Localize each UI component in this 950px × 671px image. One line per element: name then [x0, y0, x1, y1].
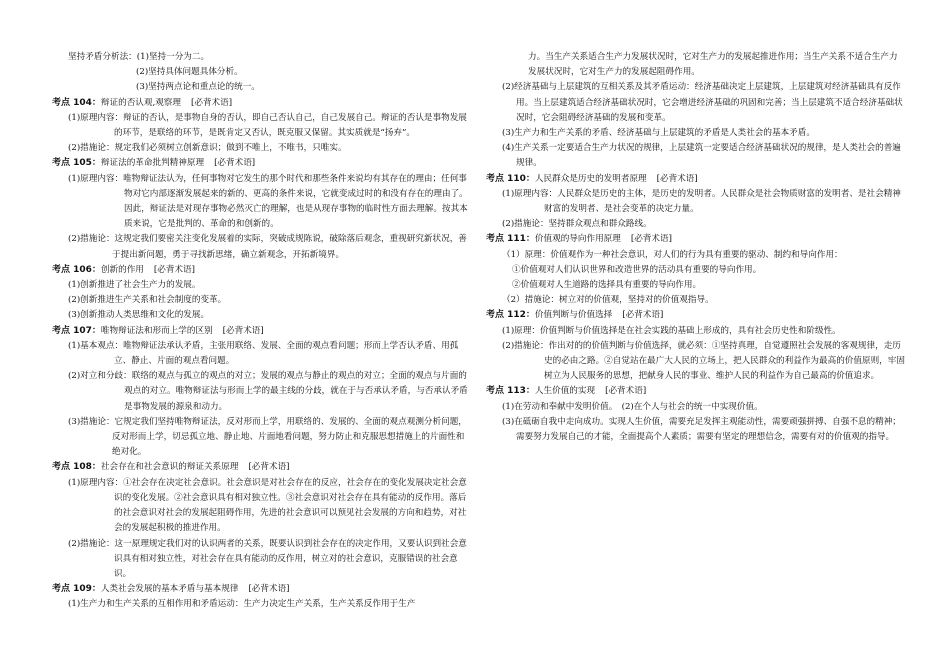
section-label: 考点 109：	[52, 584, 101, 595]
section-heading-105	[52, 156, 470, 171]
paragraph: (2)措施论：作出对的的价值判断与价值选择，就必须：①坚持真理，自觉遵照社会发展的客观规律，走历史的必由之路。②自觉站在最广大人民的立场上，把人民群众的利益作为最高的价值原则，牢固树立为人民服务的思想，把献身人民的事业、维护人民的利益作为自己最高的价值追求。	[502, 340, 905, 382]
section-heading-104	[52, 96, 470, 111]
section-tag: [必背术语]	[222, 325, 264, 336]
paragraph: (1)基本观点：唯物辩证法承认矛盾，主张用联络、发展、全面的观点看问题；形而上学否认矛盾、用孤立、静止、片面的观点看问题。	[68, 340, 459, 367]
section-label: 考点 113：	[486, 386, 535, 397]
section-label: 考点 105：	[52, 158, 101, 169]
section-tag: [必背术语]	[622, 310, 664, 321]
section-label: 考点 108：	[52, 462, 101, 473]
section-heading-111	[486, 232, 906, 247]
section-heading-109	[52, 582, 470, 597]
section-title: 人类社会发展的基本矛盾与基本规律	[100, 584, 239, 595]
paragraph: （1）原理：价值观作为一种社会意识，对人们的行为具有重要的驱动、制约和导向作用：	[502, 249, 843, 260]
paragraph: (1)原理内容：唯物辩证法认为，任何事物对它发生的那个时代和那些条件来说均有其存在的理由；任何事物对它内部逐渐发展起来的新的、更高的条件来说，它就变成过时的和没有存在的理由了。因此，辩证法是对现存事物必然灭亡的理解，也是从现存事物的临时性方面去理解。按其本质来说，它是批判的、革命的和创新的。	[68, 173, 468, 230]
section-tag: [必背术语]	[656, 173, 698, 184]
paragraph: (1)原理内容：①社会存在决定社会意识。社会意识是对社会存在的反应，社会存在的变化发展决定社会意识的变化发展。②社会意识具有相对独立性。③社会意识对社会存在具有能动的反作用。落后的社会意识对社会的发展起阻碍作用，先进的社会意识可以预见社会发展的方向和趋势，对社会的发展起积极的推进作用。	[68, 477, 467, 534]
sub-item: ②价值观对人生道路的选择具有重要的导向作用。	[512, 280, 702, 291]
paragraph: (1)原理：价值判断与价值选择是在社会实践的基础上形成的，具有社会历史性和阶级性。	[502, 325, 841, 336]
section-label: 考点 104：	[52, 97, 101, 108]
section-label: 考点 106：	[52, 264, 101, 275]
section-title: 创新的作用	[100, 264, 144, 275]
paragraph: (2)措施论：这规定我们要密关注变化发展着的实际，突破成规陈说，破除落后观念，重视研究新状况，善于提出新问题，勇于寻找新思绪，确立新观念，开拓新境界。	[68, 234, 467, 260]
paragraph: (1)创新推进了社会生产力的发展。	[68, 280, 201, 291]
section-tag: [必背术语]	[191, 97, 233, 108]
section-tag: [必背术语]	[605, 386, 647, 397]
paragraph: (1)生产力和生产关系的互相作用和矛盾运动：生产力决定生产关系，生产关系反作用于生产	[68, 599, 416, 610]
paragraph: (2)措施论：这一原理规定我们对的认识两者的关系，既要认识到社会存在的决定作用，又要认识到社会意识具有相对独立性，对社会存在具有能动的反作用，树立对的社会意识，克服错误的社会意识。	[68, 538, 467, 579]
paragraph: (3)措施论：它规定我们坚持唯物辩证法，反对形而上学，用联络的、发展的、全面的观点观测分析问题，反对形而上学，切忌孤立地、静止地、片面地看问题，努力防止和克服思想措施上的片面性和绝对化。	[68, 416, 467, 458]
section-title: 价值判断与价值选择	[534, 310, 613, 321]
section-tag: [必背术语]	[248, 584, 290, 595]
left-column	[52, 50, 470, 613]
section-title: 辩证法的革命批判精神原理	[100, 158, 205, 169]
paragraph: (1)在劳动和奉献中发明价值。 (2)在个人与社会的统一中实现价值。	[502, 401, 763, 412]
section-title: 辩证的否认观,观察理	[100, 97, 181, 108]
paragraph: 力。当生产关系适合生产力发展状况时，它对生产力的发展起推进作用；当生产关系不适合生产力发展状况时，它对生产力的发展起阻碍作用。	[528, 52, 898, 78]
paragraph: (1)原理内容：辩证的否认，是事物自身的否认，即自己否认自己，自己发展自己。辩证的否认是事物发展的环节，是联络的环节，是既肯定又否认，既克服又保留。其实质就是“扬弃”。	[68, 112, 467, 139]
section-label: 考点 107：	[52, 325, 101, 336]
paragraph: (2)措施论：坚持群众观点和群众路线。	[502, 219, 652, 230]
section-label: 考点 110：	[486, 173, 535, 184]
paragraph: (1)原理内容：人民群众是历史的主体，是历史的发明者。人民群众是社会物质财富的发明者、是社会精神财富的发明者、是社会变革的决定力量。	[502, 188, 901, 215]
paragraph: (2)经济基础与上层建筑的互相关系及其矛盾运动：经济基础决定上层建筑，上层建筑对经济基础具有反作用。当上层建筑适合经济基础状况时，它会增进经济基础的巩固和完善；当上层建筑不适合经济基础状况时，它会阻碍经济基础的发展和变革。	[502, 82, 903, 123]
section-title: 唯物辩证法和形而上学的区别	[100, 325, 213, 336]
section-heading-112	[486, 308, 906, 323]
paragraph: (3)在砥砺自我中走向成功。实现人生价值，需要充足发挥主观能动性，需要顽强拼搏、自强不息的精神；需要努力发展自己的才能，全面提高个人素质；需要有坚定的理想信念，需要有对的价值观的指导。	[502, 416, 901, 443]
section-title: 人生价值的实现	[534, 386, 596, 397]
section-label: 考点 112：	[486, 310, 535, 321]
paragraph: （2）措施论：树立对的价值观，坚持对的价值观指导。	[502, 295, 714, 306]
section-title: 人民群众是历史的发明者原理	[534, 173, 647, 184]
section-tag: [必背术语]	[248, 462, 290, 473]
right-column	[486, 50, 906, 445]
section-heading-113	[486, 384, 906, 399]
section-tag: [必背术语]	[153, 264, 195, 275]
section-heading-108	[52, 460, 470, 475]
paragraph: (4)生产关系一定要适合生产力状况的规律，上层建筑一定要适合经济基础状况的规律，是人类社会的普遍规律。	[502, 143, 901, 169]
intro-line: (3)坚持两点论和重点论的统一。	[136, 82, 260, 93]
intro-line: 坚持矛盾分析法：(1)坚持一分为二。	[68, 52, 210, 62]
section-heading-107	[52, 324, 470, 339]
section-label: 考点 111：	[486, 234, 535, 245]
paragraph: (3)生产力和生产关系的矛盾、经济基础与上层建筑的矛盾是人类社会的基本矛盾。	[502, 128, 815, 139]
section-tag: [必背术语]	[214, 158, 256, 169]
paragraph: (3)创新推动人类思维和文化的发展。	[68, 310, 210, 321]
section-title: 社会存在和社会意识的辩证关系原理	[100, 462, 239, 473]
paragraph: (2)对立和分歧：联络的观点与孤立的观点的对立；发展的观点与静止的观点的对立；全面的观点与片面的观点的对立。唯物辩证法与形而上学的最主线的分歧，就在于与否承认矛盾，与否承认矛盾是事物发展的源泉和动力。	[68, 371, 468, 412]
section-title: 价值观的导向作用原理	[534, 234, 621, 245]
section-tag: [必背术语]	[630, 234, 672, 245]
paragraph: (2)创新推进生产关系和社会制度的变革。	[68, 295, 227, 306]
sub-item: ①价值观对人们认识世界和改造世界的活动具有重要的导向作用。	[512, 264, 762, 275]
section-heading-106	[52, 263, 470, 278]
intro-line: (2)坚持具体问题具体分析。	[136, 67, 243, 78]
section-heading-110	[486, 172, 906, 187]
paragraph: (2)措施论：规定我们必须树立创新意识；做到不唯上，不唯书，只唯实。	[68, 143, 347, 154]
